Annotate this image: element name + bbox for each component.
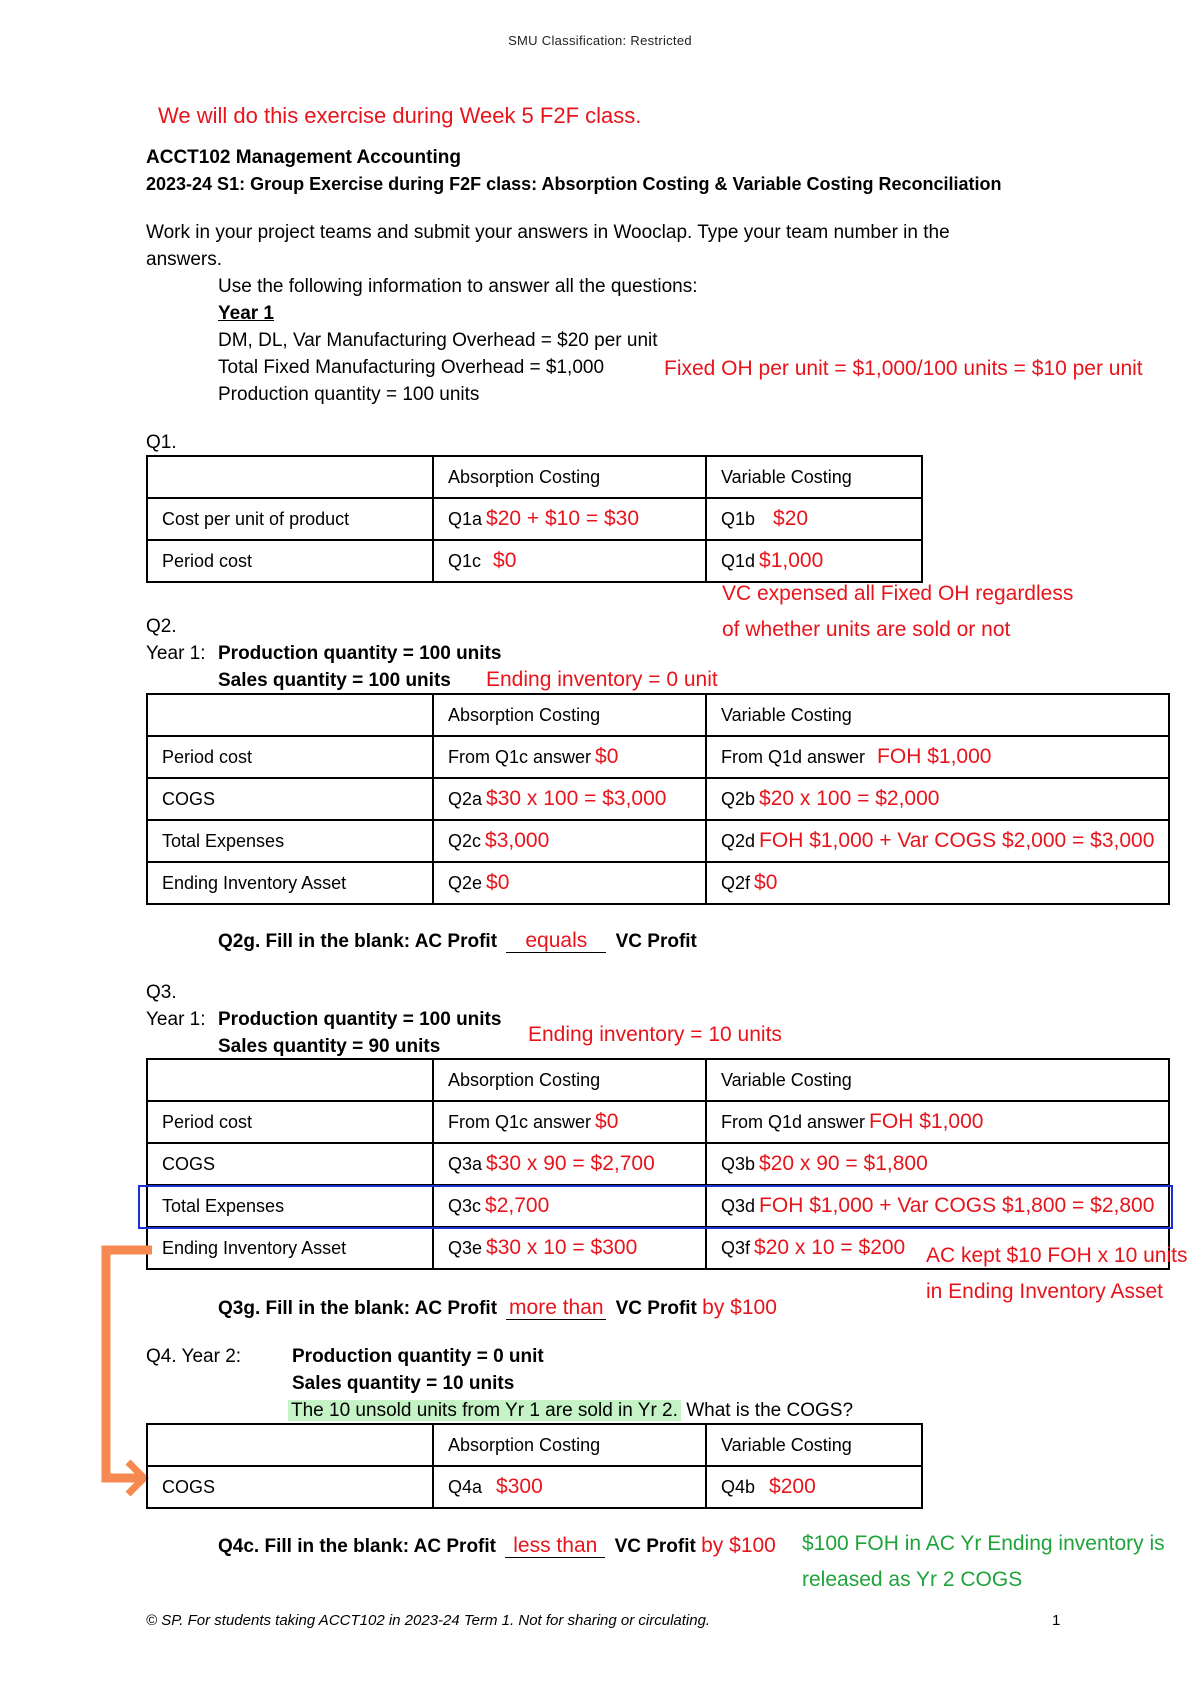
q3g-prefix: Q3g. Fill in the blank: AC Profit [218,1298,498,1319]
answer-value: $200 [769,1475,816,1498]
answer-value: FOH $1,000 + Var COGS $2,000 = $3,000 [759,829,1155,852]
answer-code: Q3c [448,1196,482,1216]
answer-value: $20 x 100 = $2,000 [759,787,940,810]
answer-value: $0 [754,871,778,894]
q3-side-note-line2: in Ending Inventory Asset [926,1280,1163,1303]
answer-value: $30 x 90 = $2,700 [486,1152,655,1175]
answer-code: From Q1d answer [721,1112,866,1132]
answer-value: $30 x 100 = $3,000 [486,787,667,810]
q3-year: Year 1: [146,1009,206,1030]
answer-value: FOH $1,000 [877,745,992,768]
header-variable-costing: Variable Costing [706,1424,922,1466]
page-number: 1 [1052,1612,1061,1629]
answer-value: $0 [595,745,619,768]
info-line1: DM, DL, Var Manufacturing Overhead = $20 per unit [218,330,658,351]
header-variable-costing: Variable Costing [706,1059,1169,1101]
answer-code: From Q1d answer [721,747,866,767]
answer-value: FOH $1,000 [869,1110,984,1133]
table-row [147,1101,1169,1143]
q4-question-line [288,1400,853,1422]
q3-inventory-note: Ending inventory = 10 units [528,1023,782,1046]
q4-side-note-line2: released as Yr 2 COGS [802,1568,1023,1591]
row-label: Cost per unit of product [147,498,433,540]
q4-highlight: The 10 unsold units from Yr 1 are sold in Yr 2. [288,1400,681,1421]
answer-code: Q2b [721,789,756,809]
q2-table [146,693,1170,905]
answer-code: Q1d [721,551,756,571]
row-label: COGS [147,1466,433,1508]
q2-sales: Sales quantity = 100 units [218,670,451,691]
table-row [147,1143,1169,1185]
answer-code: Q3f [721,1238,751,1258]
q4-production: Production quantity = 0 unit [292,1346,544,1367]
answer-code: From Q1c answer [448,1112,592,1132]
info-intro: Use the following information to answer all the questions: [218,276,698,297]
q4-table [146,1423,923,1509]
info-line3: Production quantity = 100 units [218,384,480,405]
answer-value: $0 [595,1110,619,1133]
row-label: COGS [147,1143,433,1185]
row-label: Period cost [147,736,433,778]
q4-sales: Sales quantity = 10 units [292,1373,515,1394]
table-row [147,778,1169,820]
answer-code: Q3b [721,1154,756,1174]
vc-note-line2: of whether units are sold or not [722,618,1011,641]
answer-code: Q4b [721,1477,756,1497]
q2-year: Year 1: [146,643,206,664]
q3g-answer: more than [506,1297,606,1320]
q3g-suffix: VC Profit [615,1298,697,1319]
course-title: ACCT102 Management Accounting [146,147,461,168]
q4c-answer: less than [505,1535,605,1558]
header-variable-costing: Variable Costing [706,694,1169,736]
q4-side-note-line1: $100 FOH in AC Yr Ending inventory is [802,1532,1165,1555]
header-absorption-costing: Absorption Costing [433,1059,706,1101]
answer-code: Q2d [721,831,756,851]
q2-production: Production quantity = 100 units [218,643,502,664]
answer-code: Q2a [448,789,483,809]
q3g-fill-blank [218,1296,777,1320]
classification-header: SMU Classification: Restricted [508,33,692,48]
answer-code: Q3a [448,1154,483,1174]
table-row [147,540,922,582]
q3-label: Q3. [146,982,177,1003]
row-label: COGS [147,778,433,820]
exercise-title: 2023-24 S1: Group Exercise during F2F class: Absorption Costing & Variable Costing Reconciliation [146,174,1002,194]
q3g-by-note: by $100 [702,1296,777,1319]
answer-code: Q3d [721,1196,756,1216]
header-absorption-costing: Absorption Costing [433,694,706,736]
q4c-by-note: by $100 [701,1534,776,1557]
header-absorption-costing: Absorption Costing [433,456,706,498]
row-label: Total Expenses [147,1185,433,1227]
q3-side-note-line1: AC kept $10 FOH x 10 units [926,1244,1188,1267]
answer-value: $1,000 [759,549,824,572]
info-line2: Total Fixed Manufacturing Overhead = $1,000 [218,357,605,378]
answer-value: $20 x 10 = $200 [754,1236,906,1259]
answer-code: Q3e [448,1238,483,1258]
answer-code: Q2f [721,873,751,893]
info-year: Year 1 [218,303,274,324]
answer-value: $3,000 [485,829,550,852]
row-label: Period cost [147,1101,433,1143]
q4-label: Q4. Year 2: [146,1346,242,1367]
table-row [147,820,1169,862]
week-note: We will do this exercise during Week 5 F2F class. [158,103,642,128]
q4c-fill-blank [218,1534,776,1558]
q2-inventory-note: Ending inventory = 0 unit [486,668,718,691]
q4-question: What is the COGS? [686,1400,854,1421]
answer-code: Q2c [448,831,482,851]
answer-value: $300 [496,1475,543,1498]
q1-table [146,455,923,583]
answer-code: Q1b [721,509,756,529]
answer-value: $2,700 [485,1194,550,1217]
row-label: Ending Inventory Asset [147,862,433,904]
header-variable-costing: Variable Costing [706,456,922,498]
answer-value: $0 [486,871,510,894]
answer-value: FOH $1,000 + Var COGS $1,800 = $2,800 [759,1194,1155,1217]
q3-sales: Sales quantity = 90 units [218,1036,441,1057]
q2g-suffix: VC Profit [615,931,697,952]
instructions-line1: Work in your project teams and submit your answers in Wooclap. Type your team number in the [146,222,950,243]
table-row [147,498,922,540]
q1-label: Q1. [146,432,177,453]
answer-code: Q4a [448,1477,483,1497]
fixed-oh-note: Fixed OH per unit = $1,000/100 units = $10 per unit [664,357,1143,380]
q2g-prefix: Q2g. Fill in the blank: AC Profit [218,931,498,952]
total-expenses-highlight-box [138,1185,1173,1229]
header-absorption-costing: Absorption Costing [433,1424,706,1466]
row-label: Total Expenses [147,820,433,862]
answer-code: From Q1c answer [448,747,592,767]
answer-value: $0 [493,549,517,572]
answer-value: $20 [773,507,809,530]
answer-value: $20 + $10 = $30 [486,507,640,530]
q2g-fill-blank [218,930,697,953]
table-row [147,1466,922,1508]
q3-table [146,1058,1170,1270]
instructions-line2: answers. [146,249,223,270]
row-label: Period cost [147,540,433,582]
table-row [147,862,1169,904]
q4c-prefix: Q4c. Fill in the blank: AC Profit [218,1536,496,1557]
vc-note-line1: VC expensed all Fixed OH regardless [722,582,1074,605]
answer-value: $30 x 10 = $300 [486,1236,638,1259]
answer-code: Q1c [448,551,482,571]
q4c-suffix: VC Profit [614,1536,696,1557]
row-label: Ending Inventory Asset [147,1227,433,1269]
answer-value: $20 x 90 = $1,800 [759,1152,928,1175]
footer-copyright: © SP. For students taking ACCT102 in 2023-24 Term 1. Not for sharing or circulating. [146,1612,711,1629]
q2g-answer: equals [506,930,606,953]
answer-code: Q1a [448,509,483,529]
q2-label: Q2. [146,616,177,637]
answer-code: Q2e [448,873,483,893]
q3-production: Production quantity = 100 units [218,1009,502,1030]
table-row [147,736,1169,778]
